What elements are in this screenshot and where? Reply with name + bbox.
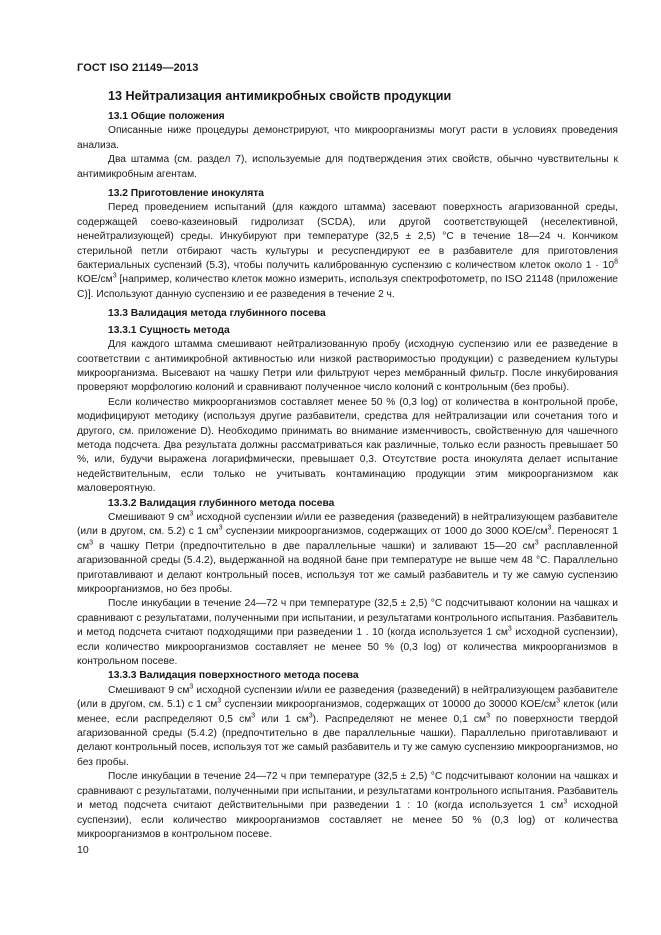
section-title: 13 Нейтрализация антимикробных свойств продукции — [108, 89, 452, 103]
subsection-title-13-3-3: 13.3.3 Валидация поверхностного метода посева — [108, 670, 359, 682]
paragraph: Если количество микроорганизмов составляет менее 50 % (0,3 log) от количества в контрольной пробе, модифицируют методику (используя другие разбавители, средства для нейтрализации или сочетания того и другого, см. приложение D). Необходимо принимать во внимание изменчивость, свойственную для чашечного метода подсчета. Два результата должны рассматриваться как различные, только если разность превышает 50 %, или, будучи выражена логарифмически, превышает 0,3. Отсутствие роста инокулята делает испытание недействительным, если только не учитывать контаминацию продукции этим микроорганизмом как маловероятную. — [77, 396, 618, 495]
subsection-title-13-3-2: 13.3.2 Валидация глубинного метода посева — [108, 497, 335, 509]
paragraph: После инкубации в течение 24—72 ч при температуре (32,5 ± 2,5) °С подсчитывают колонии на чашках и сравнивают с результатами, полученными при испытании, и результатами контрольного испытания. Разбавитель и метод подсчета считают подходящими при разведении 1 . 10 (когда используется 1 $см^3$ исходной суспензии), если количество микроорганизмов составляет не менее 50 % (0,3 log) от количества микроорганизмов в контрольном посеве. — [77, 598, 618, 668]
subsection-title-13-3: 13.3 Валидация метода глубинного посева — [108, 308, 326, 320]
subsection-title-13-3-1: 13.3.1 Сущность метода — [108, 324, 230, 336]
paragraph: Описанные ниже процедуры демонстрируют, что микроорганизмы могут расти в условиях проведения анализа. — [77, 125, 618, 151]
subsection-title-13-1: 13.1 Общие положения — [108, 111, 225, 122]
paragraph: Смешивают 9 $см^3$ исходной суспензии и/или ее разведения (разведений) в нейтрализующем разбавителе (или в другом, см. 5.2) с 1 $см^3$ суспензии микроорганизмов, содержащих от 1000 до 3000 КОЕ/$см^3$. Переносят 1 $см^3$ в чашку Петри (предпочтительно в две параллельные чашки) и заливают 15—20 $см^3$ расплавленной агаризованной среды (5.4.2), выдержанной на водяной бане при температуре не выше чем 48 °С. Параллельно приготавливают и делают контрольный посев, используя тот же самый разбавитель и ту же самую суспензию микроорганизмов, но без пробы. — [77, 510, 618, 595]
paragraph: Два штамма (см. раздел 7), используемые для подтверждения этих свойств, обычно чувствительны к антимикробным агентам. — [77, 154, 618, 180]
page-content — [77, 88, 618, 842]
paragraph: Перед проведением испытаний (для каждого штамма) засевают поверхность агаризованной среды, содержащей соево-казеиновый гидролизат (SCDA), или другой соответствующей (неселективной, ненейтрализующей) среды. Инкубируют при температуре (32,5 ± 2,5) °С в течение 18—24 ч. Кончиком стерильной петли отбирают часть культуры и ресуспендируют ее в разбавителе для приготовления бактериальных суспензий (5.3), чтобы получить калиброванную суспензию с количеством клеток около $1 \cdot 10^8$ КОЕ/$см^3$ [например, количество клеток можно измерить, используя спектрофотометр, по ISO 21148 (приложение С)]. Используют данную суспензию и ее разведения в течение 2 ч. — [77, 202, 618, 300]
page-number: 10 — [77, 844, 89, 856]
standard-header: ГОСТ ISO 21149—2013 — [77, 62, 199, 74]
paragraph: После инкубации в течение 24—72 ч при температуре (32,5 ± 2,5) °С подсчитывают колонии на чашках и сравнивают с результатами, полученными при испытании, и результатами контрольного испытания. Разбавитель и метод подсчета считают действительными при разведении 1 : 10 (когда используется 1 $см^3$ исходной суспензии), если количество микроорганизмов составляет не менее 50 % (0,3 log) от количества микроорганизмов в контрольном посеве. — [77, 771, 618, 840]
subsection-title-13-2: 13.2 Приготовление инокулята — [108, 188, 264, 200]
paragraph: Смешивают 9 $см^3$ исходной суспензии и/или ее разведения (разведений) в нейтрализующем разбавителе (или в другом, см. 5.1) с 1 $см^3$ суспензии микроорганизмов, содержащих от 10000 до 30000 КОЕ/$см^3$ клеток (или менее, если распределяют 0,5 $см^3$ или 1 $см^3$). Распределяют не менее 0,1 $см^3$ по поверхности твердой агаризованной среды (5.4.2) (предпочтительно в две параллельные чашки). Параллельно приготавливают и делают контрольный посев, используя тот же самый разбавитель и ту же самую суспензию микроорганизмов, но без пробы. — [77, 683, 618, 768]
paragraph: Для каждого штамма смешивают нейтрализованную пробу (исходную суспензию или ее разведение в соответствии с антимикробной активностью или низкой растворимостью продукции) с разведением культуры микроорганизма. Высевают на чашку Петри или фильтруют через мембранный фильтр. После инкубирования проверяют морфологию колоний и сравнивают полученное число колоний с контрольным (без пробы). — [77, 339, 618, 394]
